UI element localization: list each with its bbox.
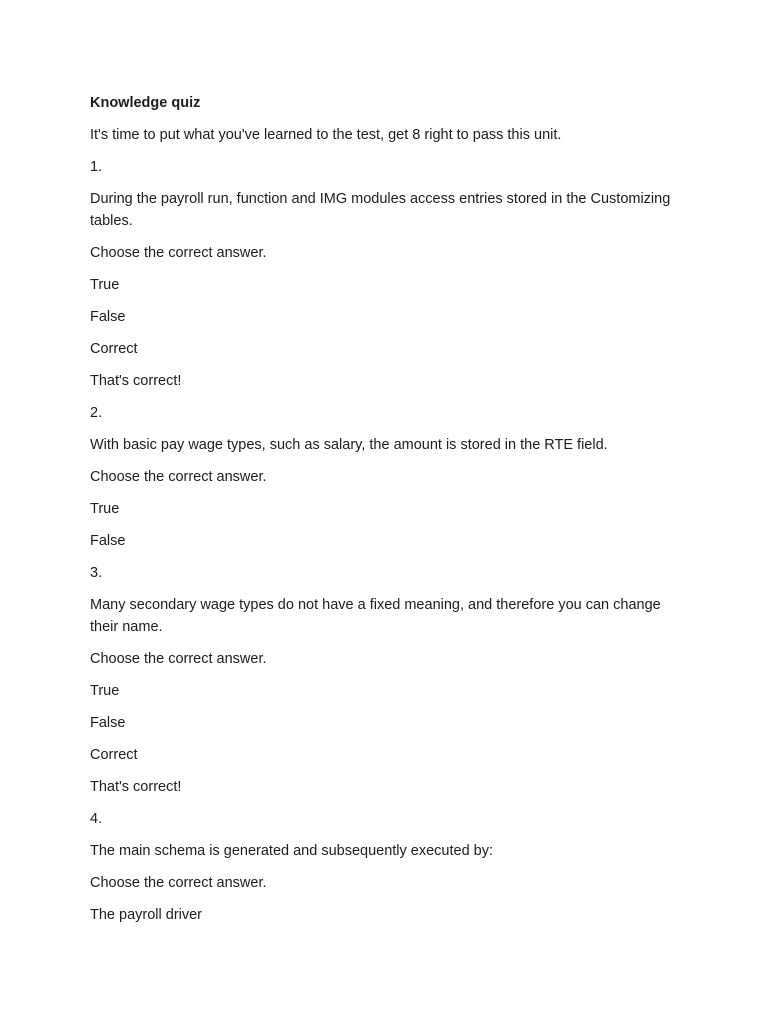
answer-feedback: That's correct! (90, 373, 182, 389)
answer-option-false[interactable]: False (90, 715, 126, 731)
question-text: Many secondary wage types do not have a fixed meaning, and therefore you can change their name. (90, 597, 661, 635)
answer-feedback: That's correct! (90, 779, 182, 795)
quiz-title: Knowledge quiz (90, 95, 201, 111)
answer-option-false[interactable]: False (90, 309, 126, 325)
answer-option-payroll-driver[interactable]: The payroll driver (90, 907, 203, 923)
quiz-document (90, 92, 690, 936)
question-number: 1. (90, 159, 103, 175)
question-instruction: Choose the correct answer. (90, 875, 267, 891)
answer-option-true[interactable]: True (90, 501, 120, 517)
answer-result: Correct (90, 747, 138, 763)
question-instruction: Choose the correct answer. (90, 469, 267, 485)
question-2 (90, 402, 690, 552)
question-3 (90, 562, 690, 798)
question-instruction: Choose the correct answer. (90, 651, 267, 667)
question-text: During the payroll run, function and IMG modules access entries stored in the Customizing tables. (90, 191, 671, 229)
question-number: 3. (90, 565, 103, 581)
question-text: The main schema is generated and subsequently executed by: (90, 843, 494, 859)
question-number: 4. (90, 811, 103, 827)
question-text: With basic pay wage types, such as salary, the amount is stored in the RTE field. (90, 437, 608, 453)
question-4 (90, 808, 690, 926)
answer-result: Correct (90, 341, 138, 357)
quiz-intro: It's time to put what you've learned to the test, get 8 right to pass this unit. (90, 127, 562, 143)
question-1 (90, 156, 690, 392)
answer-option-false[interactable]: False (90, 533, 126, 549)
answer-option-true[interactable]: True (90, 277, 120, 293)
question-instruction: Choose the correct answer. (90, 245, 267, 261)
answer-option-true[interactable]: True (90, 683, 120, 699)
question-number: 2. (90, 405, 103, 421)
